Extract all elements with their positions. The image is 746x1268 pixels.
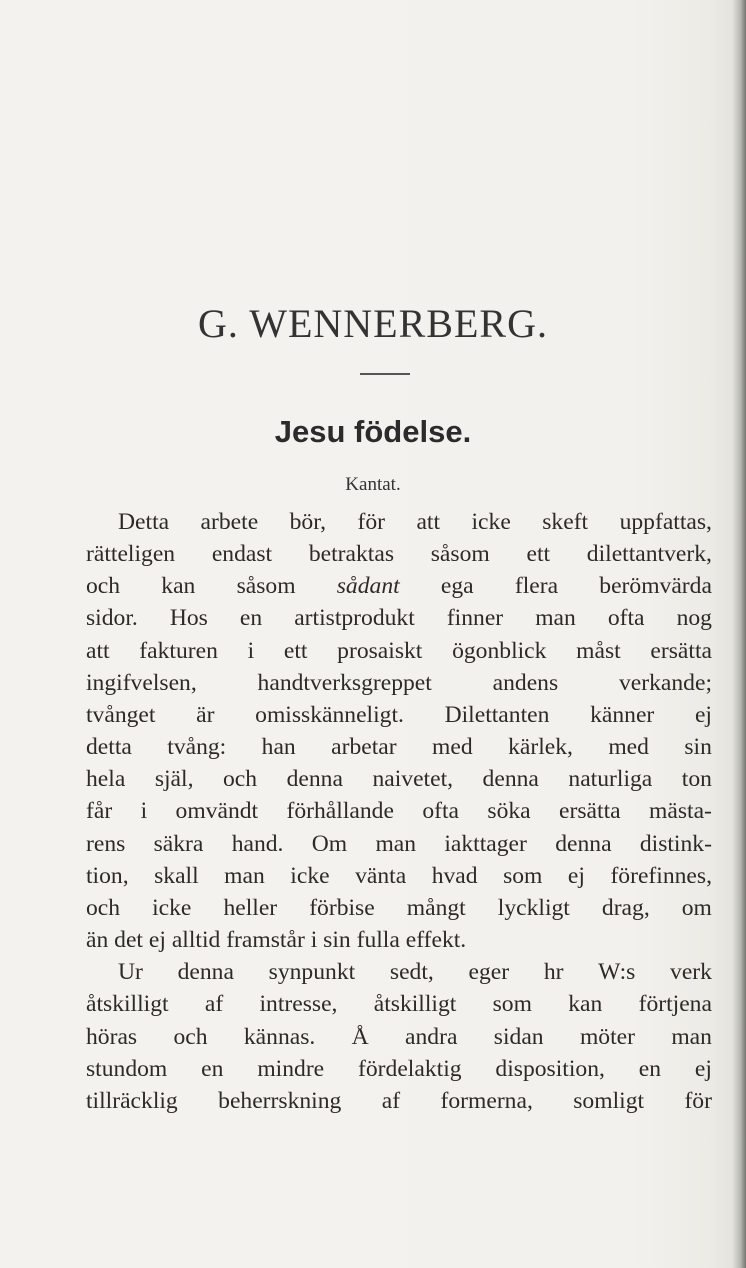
- text-line: tion, skall man icke vänta hvad som ej förefinnes,: [86, 862, 712, 889]
- text-line: får i omvändt förhållande ofta söka ersätta mästa-: [86, 798, 712, 825]
- text-line: hela själ, och denna naivetet, denna naturliga ton: [86, 766, 712, 793]
- text-line: tillräcklig beherrskning af formerna, somligt för: [86, 1087, 712, 1114]
- text-line: detta tvång: han arbetar med kärlek, med sin: [86, 734, 712, 761]
- text-line: rätteligen endast betraktas såsom ett dilettantverk,: [86, 541, 712, 568]
- text-line: och icke heller förbise mångt lyckligt drag, om: [86, 894, 712, 921]
- review-text: [86, 506, 712, 1117]
- text-line: sidor. Hos en artistprodukt finner man ofta nog: [86, 605, 712, 632]
- divider-rule: [360, 373, 410, 375]
- text-line: stundom en mindre fördelaktig disposition, en ej: [86, 1055, 712, 1082]
- work-title: Jesu födelse.: [274, 414, 472, 449]
- text-line: att fakturen i ett prosaiskt ögonblick måst ersätta: [86, 637, 712, 664]
- text-line: rens säkra hand. Om man iakttager denna distink-: [86, 830, 712, 857]
- text-line: tvånget är omisskänneligt. Dilettanten känner ej: [86, 701, 712, 728]
- work-subtitle: Kantat.: [345, 474, 401, 495]
- text-line: höras och kännas. Å andra sidan möter man: [86, 1023, 712, 1050]
- text-line: och kan såsom sådant ega flera berömvärda: [86, 570, 712, 602]
- text-line: åtskilligt af intresse, åtskilligt som kan förtjena: [86, 991, 712, 1018]
- author-heading: G. WENNERBERG.: [198, 301, 548, 346]
- text-line: Detta arbete bör, för att icke skeft uppfattas,: [118, 509, 712, 535]
- emphasized-word: sådant: [336, 573, 400, 600]
- page-edge-shadow: [732, 0, 746, 1268]
- text-line: Ur denna synpunkt sedt, eger hr W:s verk: [118, 959, 712, 986]
- text-line: ingifvelsen, handtverksgreppet andens verkande;: [86, 669, 712, 696]
- text-line: än det ej alltid framstår i sin fulla effekt.: [86, 927, 467, 954]
